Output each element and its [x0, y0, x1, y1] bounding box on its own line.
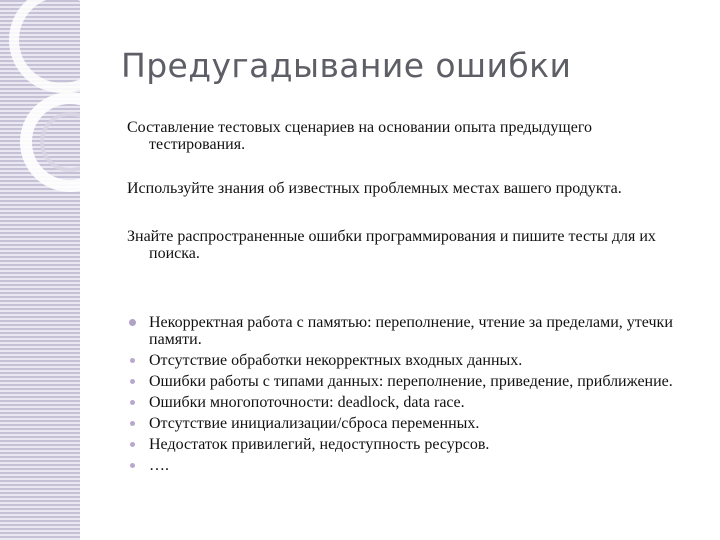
- list-item-text: Ошибки многопоточности: deadlock, data race.: [149, 394, 465, 411]
- bullet-dot-icon: [129, 319, 136, 326]
- list-item: [130, 457, 690, 474]
- bullet-dot-icon: [130, 442, 135, 447]
- bullet-dot-icon: [130, 421, 135, 426]
- paragraph-experience: Составление тестовых сценариев на основании опыта предыдущего тестирования.: [127, 119, 592, 153]
- list-item-text: Отсутствие обработки некорректных входных данных.: [149, 352, 523, 369]
- bullet-dot-icon: [130, 358, 135, 363]
- bullet-dot-icon: [130, 400, 135, 405]
- list-item-text: Ошибки работы с типами данных: переполнение, приведение, приближение.: [149, 373, 673, 390]
- list-item-text: Отсутствие инициализации/сброса переменных.: [149, 415, 480, 432]
- list-item: [130, 314, 690, 348]
- paragraph-common-errors: Знайте распространенные ошибки программирования и пишите тесты для их поиска.: [127, 228, 656, 262]
- paragraph-known-problems: Используйте знания об известных проблемных местах вашего продукта.: [127, 180, 622, 197]
- list-item: [130, 394, 690, 411]
- list-item: [130, 436, 690, 453]
- bullet-dot-icon: [130, 463, 135, 468]
- list-item: [130, 415, 690, 432]
- list-item-text: Недостаток привилегий, недоступность ресурсов.: [149, 436, 490, 453]
- list-item-text: Некорректная работа с памятью: переполнение, чтение за пределами, утечки памяти.: [149, 314, 673, 348]
- list-item: [130, 373, 690, 390]
- list-item-text: ….: [149, 457, 169, 474]
- list-item: [130, 352, 690, 369]
- error-types-list: [130, 314, 690, 477]
- bullet-dot-icon: [130, 379, 135, 384]
- slide-title: Предугадывание ошибки: [121, 46, 572, 85]
